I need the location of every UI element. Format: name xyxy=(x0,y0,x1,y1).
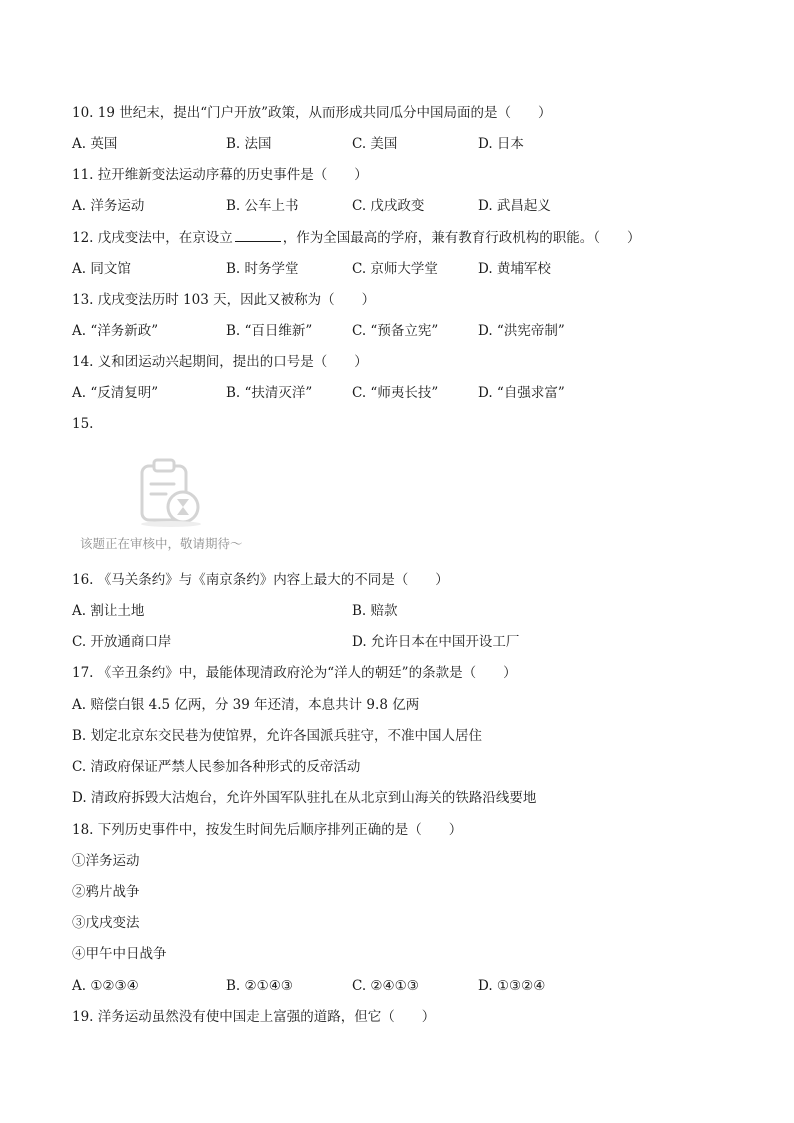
q11-option-a[interactable]: A. 洋务运动 xyxy=(72,198,145,214)
q10-option-d[interactable]: D. 日本 xyxy=(478,136,524,152)
q14-option-d[interactable]: D. “自强求富” xyxy=(478,385,565,401)
q16-option-a[interactable]: A. 割让土地 xyxy=(72,603,145,619)
question-19-stem: 19. 洋务运动虽然没有使中国走上富强的道路，但它（ ） xyxy=(72,1009,436,1025)
q18-item-2: ②鸦片战争 xyxy=(72,884,140,900)
q14-option-b[interactable]: B. “扶清灭洋” xyxy=(226,385,313,401)
q13-option-a[interactable]: A. “洋务新政” xyxy=(72,323,159,339)
q10-option-a[interactable]: A. 英国 xyxy=(72,136,118,152)
q11-option-b[interactable]: B. 公车上书 xyxy=(226,198,299,214)
question-14-stem: 14. 义和团运动兴起期间，提出的口号是（ ） xyxy=(72,354,368,370)
review-placeholder xyxy=(72,448,292,558)
q14-option-a[interactable]: A. “反清复明” xyxy=(72,385,159,401)
q11-option-d[interactable]: D. 武昌起义 xyxy=(478,198,551,214)
question-15-stem: 15. xyxy=(72,416,94,432)
q14-option-c[interactable]: C. “师夷长技” xyxy=(352,385,439,401)
q17-option-c[interactable]: C. 清政府保证严禁人民参加各种形式的反帝活动 xyxy=(72,759,361,775)
q18-option-a[interactable]: A. ①②③④ xyxy=(72,978,139,994)
question-18-stem: 18. 下列历史事件中，按发生时间先后顺序排列正确的是（ ） xyxy=(72,822,463,838)
q13-option-d[interactable]: D. “洪宪帝制” xyxy=(478,323,565,339)
question-10-stem: 10. 19 世纪末，提出“门户开放”政策，从而形成共同瓜分中国局面的是（ ） xyxy=(72,105,552,121)
q10-option-b[interactable]: B. 法国 xyxy=(226,136,272,152)
q16-option-c[interactable]: C. 开放通商口岸 xyxy=(72,634,172,650)
q12-stem-after: ，作为全国最高的学府，兼有教育行政机构的职能。（ ） xyxy=(282,230,641,246)
q16-option-d[interactable]: D. 允许日本在中国开设工厂 xyxy=(352,634,520,650)
question-13-stem: 13. 戊戌变法历时 103 天，因此又被称为（ ） xyxy=(72,292,376,308)
clipboard-hourglass-icon xyxy=(134,456,208,530)
question-11-stem: 11. 拉开维新变法运动序幕的历史事件是（ ） xyxy=(72,167,368,183)
q18-option-b[interactable]: B. ②①④③ xyxy=(226,978,293,994)
q12-option-c[interactable]: C. 京师大学堂 xyxy=(352,261,438,277)
question-16-stem: 16. 《马关条约》与《南京条约》内容上最大的不同是（ ） xyxy=(72,572,449,588)
q11-option-c[interactable]: C. 戊戌政变 xyxy=(352,198,425,214)
q18-option-c[interactable]: C. ②④①③ xyxy=(352,978,419,994)
q13-option-b[interactable]: B. “百日维新” xyxy=(226,323,313,339)
q17-option-b[interactable]: B. 划定北京东交民巷为使馆界，允许各国派兵驻守，不准中国人居住 xyxy=(72,728,483,744)
q12-option-b[interactable]: B. 时务学堂 xyxy=(226,261,299,277)
q17-option-a[interactable]: A. 赔偿白银 4.5 亿两，分 39 年还清，本息共计 9.8 亿两 xyxy=(72,697,420,713)
q12-option-a[interactable]: A. 同文馆 xyxy=(72,261,131,277)
q18-item-4: ④甲午中日战争 xyxy=(72,946,167,962)
q17-option-d[interactable]: D. 清政府拆毁大沽炮台，允许外国军队驻扎在从北京到山海关的铁路沿线要地 xyxy=(72,790,537,806)
fill-in-blank xyxy=(235,229,281,242)
q13-option-c[interactable]: C. “预备立宪” xyxy=(352,323,439,339)
review-notice: 该题正在审核中，敬请期待～ xyxy=(80,536,243,551)
q10-option-c[interactable]: C. 美国 xyxy=(352,136,398,152)
question-17-stem: 17. 《辛丑条约》中，最能体现清政府沦为“洋人的朝廷”的条款是（ ） xyxy=(72,665,517,681)
q18-item-3: ③戊戌变法 xyxy=(72,915,140,931)
q18-item-1: ①洋务运动 xyxy=(72,853,140,869)
question-12-stem xyxy=(72,229,641,247)
q12-stem-before: 12. 戊戌变法中，在京设立 xyxy=(72,230,233,246)
q18-option-d[interactable]: D. ①③②④ xyxy=(478,978,546,994)
q16-option-b[interactable]: B. 赔款 xyxy=(352,603,398,619)
q12-option-d[interactable]: D. 黄埔军校 xyxy=(478,261,551,277)
